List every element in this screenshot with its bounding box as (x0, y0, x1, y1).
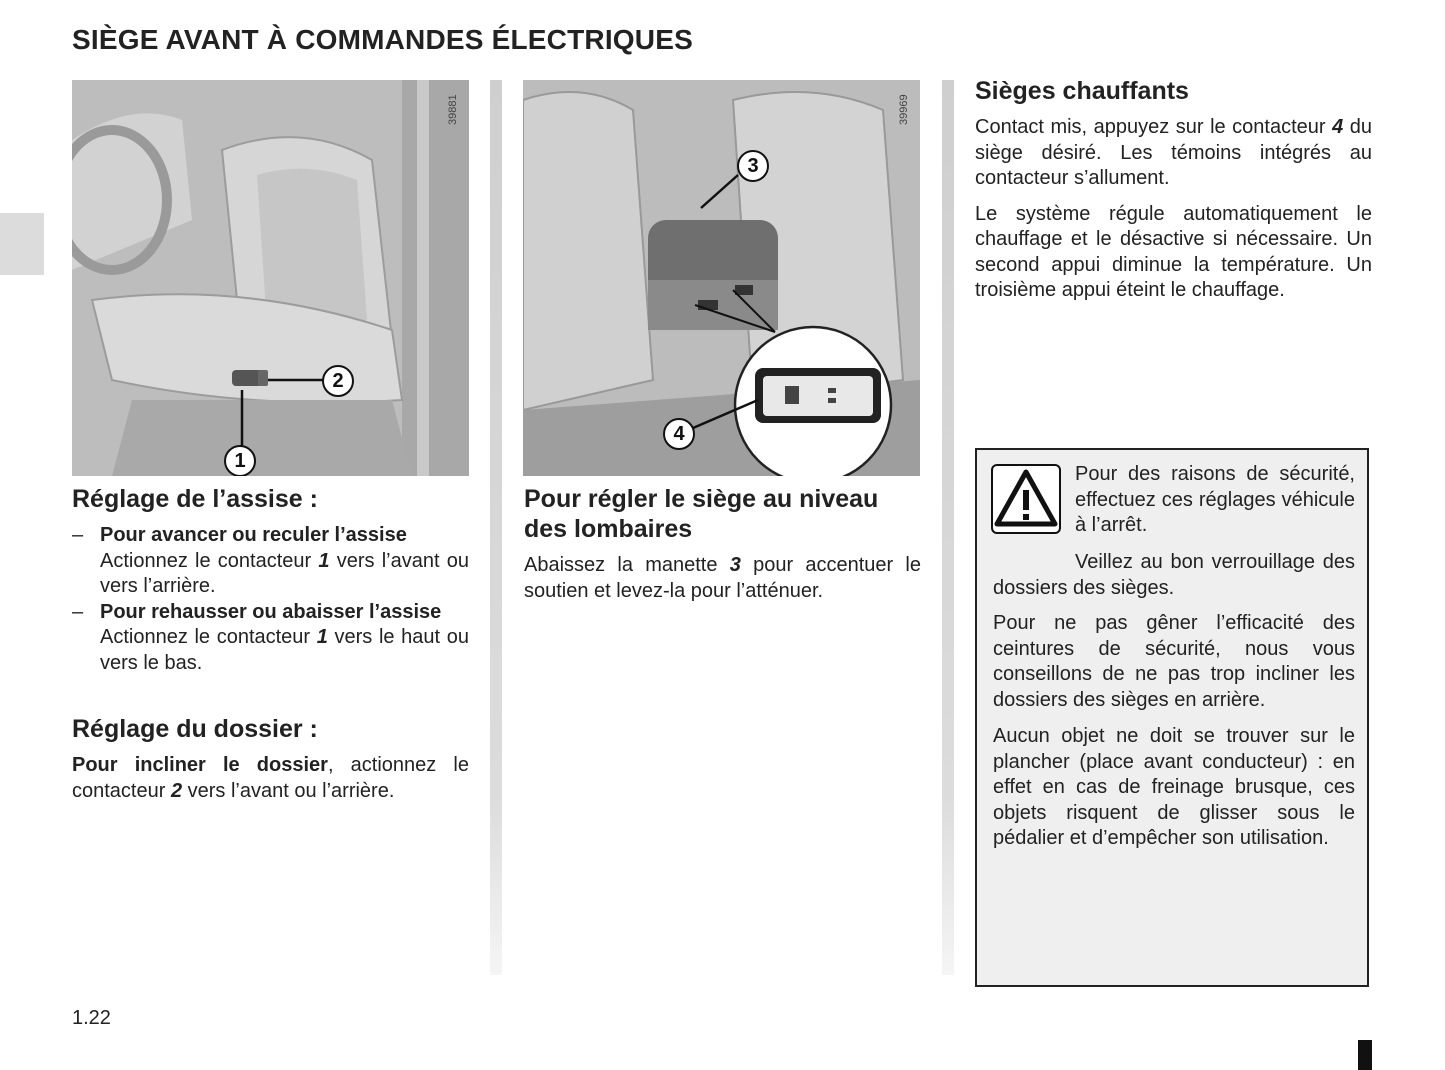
callout-lines (72, 80, 469, 476)
warning-box (975, 448, 1369, 987)
section-tab (0, 213, 44, 275)
seat-figure-left (72, 80, 469, 476)
item-heading: Pour avancer ou reculer l’assise (100, 524, 407, 546)
callout-lines (523, 80, 920, 476)
assise-heading: Réglage de l’assise : (72, 485, 318, 513)
column-divider-1 (490, 80, 502, 975)
heated-seats-text-1: Contact mis, appuyez sur le contacteur 4 du siège désiré. Les témoins intégrés au contacteur s’allument. (975, 116, 1372, 189)
dossier-text: Pour incliner le dossier, actionnez le contacteur 2 vers l’avant ou l’arrière. (72, 754, 470, 802)
dossier-heading: Réglage du dossier : (72, 715, 318, 743)
figure-ref-number: 39881 (447, 94, 459, 125)
heated-seats-heading: Sièges chauffants (975, 77, 1189, 105)
warning-text-1: Pour des raisons de sécurité, effectuez ces réglages véhicule à l’arrêt. (1075, 463, 1355, 536)
callout-1: 1 (224, 445, 256, 476)
warning-text-4: Aucun objet ne doit se trouver sur le plancher (place avant conducteur) : en effet en cas de freinage brusque, ces objets risquent de glisser sous le pédalier et d’empêcher son utilisation. (993, 725, 1355, 849)
item-body: Actionnez le contacteur 1 vers l’avant ou vers l’arrière. (100, 549, 469, 597)
page-number: 1.22 (72, 1007, 111, 1029)
lombaires-heading: Pour régler le siège au niveau des lombaires (524, 485, 879, 543)
page-title: SIÈGE AVANT À COMMANDES ÉLECTRIQUES (72, 24, 693, 55)
corner-marker (1358, 1040, 1372, 1070)
callout-2: 2 (322, 365, 354, 397)
callout-4: 4 (663, 418, 695, 450)
list-item (72, 600, 469, 677)
column-3-text (975, 76, 1372, 304)
column-divider-2 (942, 80, 954, 975)
list-dash: – (72, 524, 84, 546)
warning-text-3: Pour ne pas gêner l’efficacité des ceintures de sécurité, nous vous conseillons de ne pas trop incliner les dossiers des sièges en arrière. (993, 612, 1355, 711)
column-2-text (524, 484, 921, 604)
callout-3: 3 (737, 150, 769, 182)
list-item (72, 523, 469, 600)
seat-figure-middle (523, 80, 920, 476)
heated-seats-text-2: Le système régule automatiquement le chauffage et le désactive si nécessaire. Un second appui diminue la température. Un troisième appui éteint le chauffage. (975, 202, 1372, 301)
column-1-text (72, 484, 469, 804)
figure-ref-number: 39969 (898, 94, 910, 125)
list-dash: – (72, 600, 84, 623)
warning-triangle-icon (991, 464, 1061, 534)
lombaires-text: Abaissez la manette 3 pour accentuer le soutien et levez-la pour l’atténuer. (524, 554, 921, 602)
item-body: Actionnez le contacteur 1 vers le haut ou vers le bas. (100, 626, 469, 674)
warning-text-2: Veillez au bon verrouillage des dossiers des sièges. (993, 551, 1355, 599)
item-heading: Pour rehausser ou abaisser l’assise (100, 600, 442, 623)
